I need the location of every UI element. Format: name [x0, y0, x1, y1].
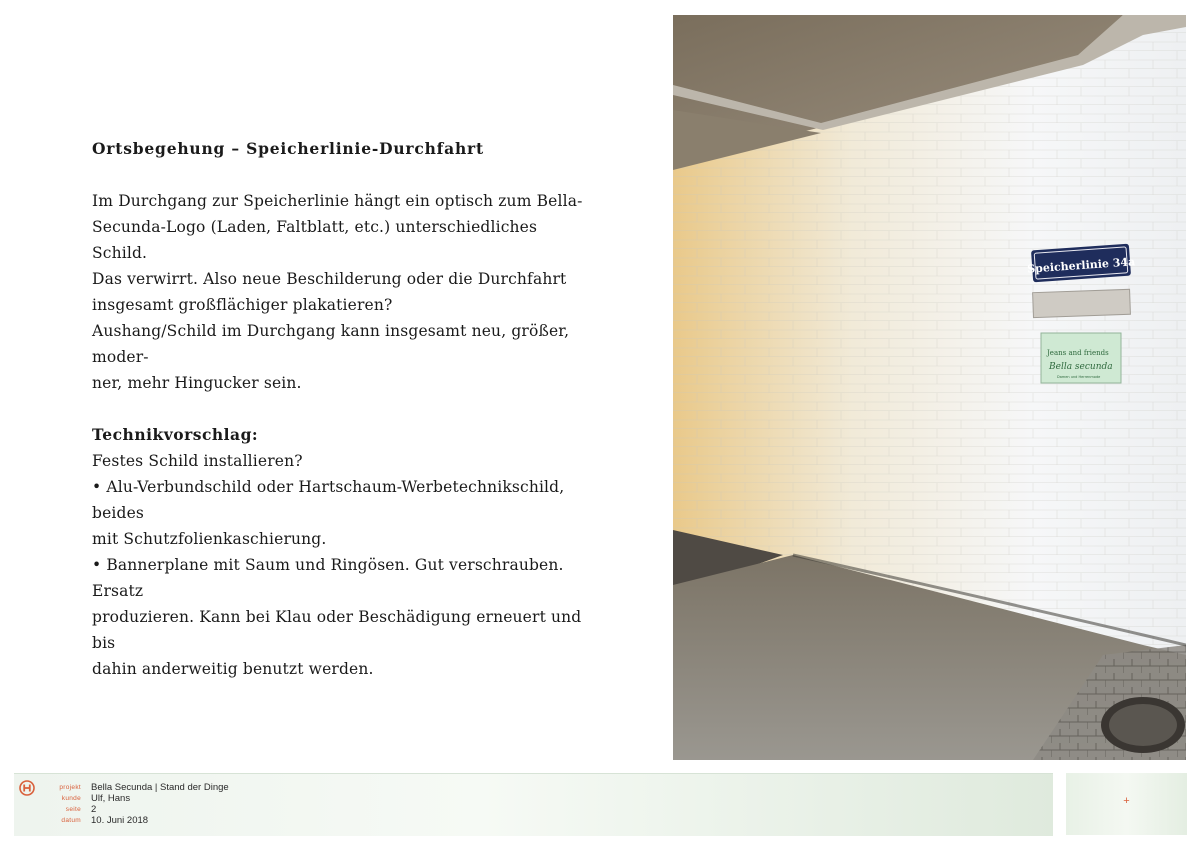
shop-sign	[1041, 333, 1121, 383]
technik-line: mit Schutzfolienkaschierung.	[92, 530, 327, 548]
intro-line: Secunda-Logo (Laden, Faltblatt, etc.) unterschiedliches Schild.	[92, 218, 538, 262]
intro-line: ner, mehr Hingucker sein.	[92, 374, 302, 392]
side-plus-mark: +	[1123, 795, 1130, 807]
passage-photo-illustration	[673, 15, 1186, 760]
technik-line: • Bannerplane mit Saum und Ringösen. Gut verschrauben. Ersatz	[92, 556, 564, 600]
street-sign-text: Speicherlinie 34a	[1026, 255, 1136, 276]
intro-line: Das verwirrt. Also neue Beschilderung oder die Durchfahrt	[92, 270, 567, 288]
meta-label-kunde: kunde	[61, 795, 81, 802]
meta-value-seite: 2	[91, 804, 97, 815]
intro-line: Im Durchgang zur Speicherlinie hängt ein optisch zum Bella-	[92, 192, 583, 210]
technik-line: dahin anderweitig benutzt werden.	[92, 660, 374, 678]
meta-label-seite: seite	[65, 806, 81, 813]
paragraph-spacer	[92, 396, 592, 422]
technik-heading: Technikvorschlag:	[92, 425, 259, 444]
footer-info-bar	[14, 773, 1053, 836]
page-title: Ortsbegehung – Speicherlinie-Durchfahrt	[92, 139, 484, 158]
meta-value-projekt: Bella Secunda | Stand der Dinge	[91, 782, 229, 793]
technik-line: produzieren. Kann bei Klau oder Beschädigung erneuert und bis	[92, 608, 582, 652]
intro-line: insgesamt großflächiger plakatieren?	[92, 296, 393, 314]
text-column	[92, 136, 592, 682]
shop-sign-line3: Damen und Herrenmode	[1057, 375, 1101, 379]
shop-sign-line2: Bella secunda	[1049, 362, 1113, 372]
shop-sign-line1: Jeans and friends	[1047, 349, 1109, 357]
technik-line: • Alu-Verbundschild oder Hartschaum-Werbetechnikschild, beides	[92, 478, 565, 522]
intro-line: Aushang/Schild im Durchgang kann insgesamt neu, größer, moder-	[92, 322, 570, 366]
meta-label-datum: datum	[61, 817, 81, 824]
technik-line: Festes Schild installieren?	[92, 452, 303, 470]
blank-plate	[1033, 289, 1131, 317]
passage-photo	[673, 15, 1186, 760]
brand-logo-icon	[19, 780, 35, 796]
meta-label-projekt: projekt	[59, 784, 81, 791]
footer-side-panel	[1066, 773, 1187, 835]
meta-value-kunde: Ulf, Hans	[91, 793, 131, 804]
meta-value-datum: 10. Juni 2018	[91, 815, 149, 826]
